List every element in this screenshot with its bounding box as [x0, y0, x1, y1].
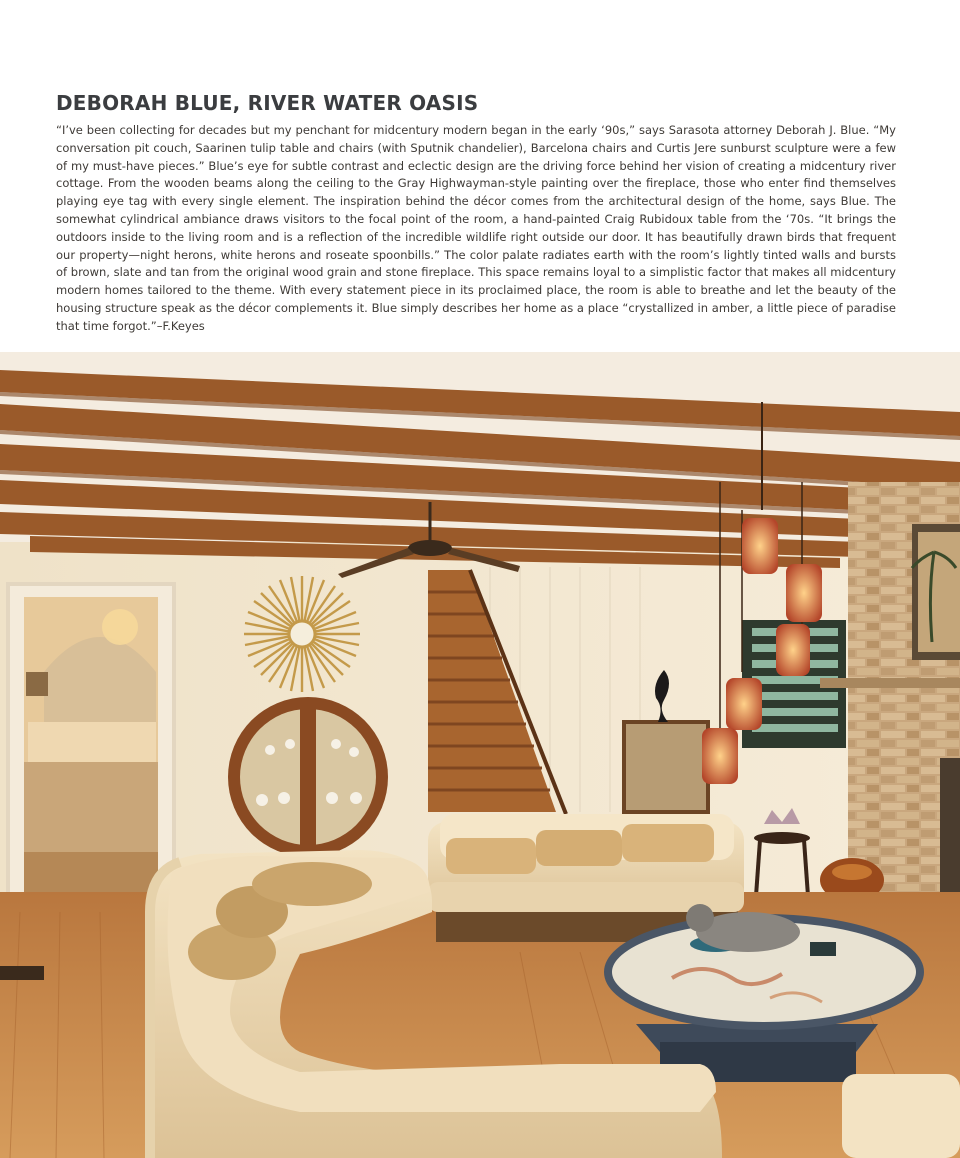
- article-body: “I’ve been collecting for decades but my penchant for midcentury modern began in the early ‘90s,” says Sarasota attorney Deborah J. Blue. “My conversation pit couch, Saarinen tulip table and chairs (with Sputnik chandelier), Barcelona chairs and Curtis Jere sunburst sculpture were a few of my must-have pieces.” Blue’s eye for subtle contrast and eclectic design are the driving force behind her vision of creating a midcentury river cottage. From the wooden beams along the ceiling to the Gray Highwayman-style painting over the fireplace, those who enter find themselves playing eye tag with every single element. The inspiration behind the décor comes from the architectural design of the home, says Blue. The somewhat cylindrical ambiance draws visitors to the focal point of the room, a hand-painted Craig Rubidoux table from the ‘70s. “It brings the outdoors inside to the living room and is a reflection of the incredible wildlife right outside our door. It has beautifully drawn birds that frequent our property—night herons, white herons and roseate spoonbills.” The color palate radiates earth with the room’s lightly tinted walls and bursts of brown, slate and tan from the original wood grain and stone fireplace. This space remains loyal to a simplistic factor that makes all midcentury modern homes tailored to the theme. With every statement piece in its proclaimed place, the room is able to breathe and let the beauty of the housing structure speak as the décor complements it. Blue simply describes her home as a place “crystallized in amber, a little piece of paradise that time forgot.”–F.Keyes: [56, 123, 896, 333]
- sunburst-sculpture-icon: [244, 576, 360, 692]
- living-room-photo: [0, 352, 960, 1158]
- article-title: DEBORAH BLUE, RIVER WATER OASIS: [56, 91, 479, 115]
- article: [56, 90, 896, 336]
